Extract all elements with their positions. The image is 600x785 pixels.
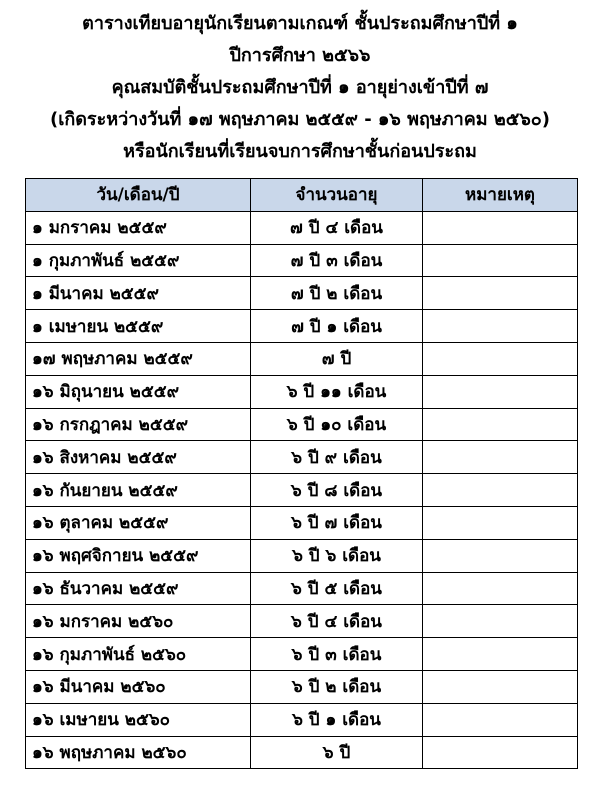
birth-date-cell: ๑๖ กันยายน ๒๕๕๙ bbox=[26, 474, 251, 507]
age-cell: ๖ ปี ๖ เดือน bbox=[251, 539, 423, 572]
birth-date-cell: ๑๖ ธันวาคม ๒๕๕๙ bbox=[26, 572, 251, 605]
alternative-qualification-line: หรือนักเรียนที่เรียนจบการศึกษาชั้นก่อนประถม bbox=[123, 141, 477, 162]
note-cell bbox=[423, 736, 578, 769]
table-row bbox=[26, 506, 578, 539]
birth-date-cell: ๑๖ กรกฎาคม ๒๕๕๙ bbox=[26, 408, 251, 441]
table-row bbox=[26, 474, 578, 507]
academic-year: ปีการศึกษา ๒๕๖๖ bbox=[229, 45, 371, 66]
age-cell: ๗ ปี ๒ เดือน bbox=[251, 277, 423, 310]
age-cell: ๖ ปี ๒ เดือน bbox=[251, 670, 423, 703]
note-cell bbox=[423, 277, 578, 310]
birth-date-cell: ๑ กุมภาพันธ์ ๒๕๕๙ bbox=[26, 244, 251, 277]
age-cell: ๖ ปี ๑๑ เดือน bbox=[251, 375, 423, 408]
note-cell bbox=[423, 441, 578, 474]
table-row bbox=[26, 244, 578, 277]
table-row bbox=[26, 736, 578, 769]
note-cell bbox=[423, 310, 578, 343]
birth-date-cell: ๑๖ พฤษภาคม ๒๕๖๐ bbox=[26, 736, 251, 769]
birth-date-cell: ๑๖ มิถุนายน ๒๕๕๙ bbox=[26, 375, 251, 408]
note-cell bbox=[423, 244, 578, 277]
birth-date-cell: ๑๖ พฤศจิกายน ๒๕๕๙ bbox=[26, 539, 251, 572]
age-cell: ๖ ปี ๑ เดือน bbox=[251, 703, 423, 736]
table-row bbox=[26, 605, 578, 638]
age-cell: ๖ ปี ๕ เดือน bbox=[251, 572, 423, 605]
age-cell: ๗ ปี ๔ เดือน bbox=[251, 211, 423, 244]
table-row bbox=[26, 703, 578, 736]
note-cell bbox=[423, 638, 578, 671]
table-header bbox=[26, 179, 578, 212]
birth-date-cell: ๑๖ กุมภาพันธ์ ๒๕๖๐ bbox=[26, 638, 251, 671]
table-row bbox=[26, 670, 578, 703]
table-row bbox=[26, 408, 578, 441]
note-cell bbox=[423, 703, 578, 736]
birth-date-cell: ๑๖ เมษายน ๒๕๖๐ bbox=[26, 703, 251, 736]
column-header-note: หมายเหตุ bbox=[423, 179, 578, 212]
birth-range-line: (เกิดระหว่างวันที่ ๑๗ พฤษภาคม ๒๕๕๙ - ๑๖ พฤษภาคม ๒๕๖๐) bbox=[49, 109, 551, 130]
document-header bbox=[0, 8, 600, 168]
birth-date-cell: ๑๖ สิงหาคม ๒๕๕๙ bbox=[26, 441, 251, 474]
table-row bbox=[26, 539, 578, 572]
table-row bbox=[26, 342, 578, 375]
note-cell bbox=[423, 539, 578, 572]
table-row bbox=[26, 441, 578, 474]
age-cell: ๖ ปี ๔ เดือน bbox=[251, 605, 423, 638]
note-cell bbox=[423, 211, 578, 244]
birth-date-cell: ๑๖ ตุลาคม ๒๕๕๙ bbox=[26, 506, 251, 539]
birth-date-cell: ๑๗ พฤษภาคม ๒๕๕๙ bbox=[26, 342, 251, 375]
note-cell bbox=[423, 605, 578, 638]
age-cell: ๖ ปี ๗ เดือน bbox=[251, 506, 423, 539]
table-row bbox=[26, 277, 578, 310]
age-cell: ๗ ปี ๑ เดือน bbox=[251, 310, 423, 343]
note-cell bbox=[423, 342, 578, 375]
table-row bbox=[26, 310, 578, 343]
note-cell bbox=[423, 572, 578, 605]
age-cell: ๖ ปี ๘ เดือน bbox=[251, 474, 423, 507]
note-cell bbox=[423, 506, 578, 539]
column-header-date: วัน/เดือน/ปี bbox=[26, 179, 251, 212]
age-cell: ๗ ปี bbox=[251, 342, 423, 375]
birth-date-cell: ๑ มีนาคม ๒๕๕๙ bbox=[26, 277, 251, 310]
document-title: ตารางเทียบอายุนักเรียนตามเกณฑ์ ชั้นประถมศึกษาปีที่ ๑ bbox=[82, 13, 518, 34]
birth-date-cell: ๑ มกราคม ๒๕๕๙ bbox=[26, 211, 251, 244]
table-row bbox=[26, 638, 578, 671]
birth-date-cell: ๑ เมษายน ๒๕๕๙ bbox=[26, 310, 251, 343]
table-body bbox=[26, 211, 578, 769]
table-header-row bbox=[26, 179, 578, 212]
note-cell bbox=[423, 474, 578, 507]
column-header-age: จำนวนอายุ bbox=[251, 179, 423, 212]
birth-date-cell: ๑๖ มกราคม ๒๕๖๐ bbox=[26, 605, 251, 638]
age-cell: ๖ ปี bbox=[251, 736, 423, 769]
note-cell bbox=[423, 670, 578, 703]
age-cell: ๖ ปี ๙ เดือน bbox=[251, 441, 423, 474]
table-row bbox=[26, 572, 578, 605]
note-cell bbox=[423, 375, 578, 408]
table-row bbox=[26, 375, 578, 408]
age-cell: ๖ ปี ๑๐ เดือน bbox=[251, 408, 423, 441]
qualification-line: คุณสมบัติชั้นประถมศึกษาปีที่ ๑ อายุย่างเข้าปีที่ ๗ bbox=[111, 77, 489, 98]
table-row bbox=[26, 211, 578, 244]
birth-date-cell: ๑๖ มีนาคม ๒๕๖๐ bbox=[26, 670, 251, 703]
age-cell: ๖ ปี ๓ เดือน bbox=[251, 638, 423, 671]
note-cell bbox=[423, 408, 578, 441]
age-cell: ๗ ปี ๓ เดือน bbox=[251, 244, 423, 277]
age-comparison-table bbox=[25, 178, 578, 769]
